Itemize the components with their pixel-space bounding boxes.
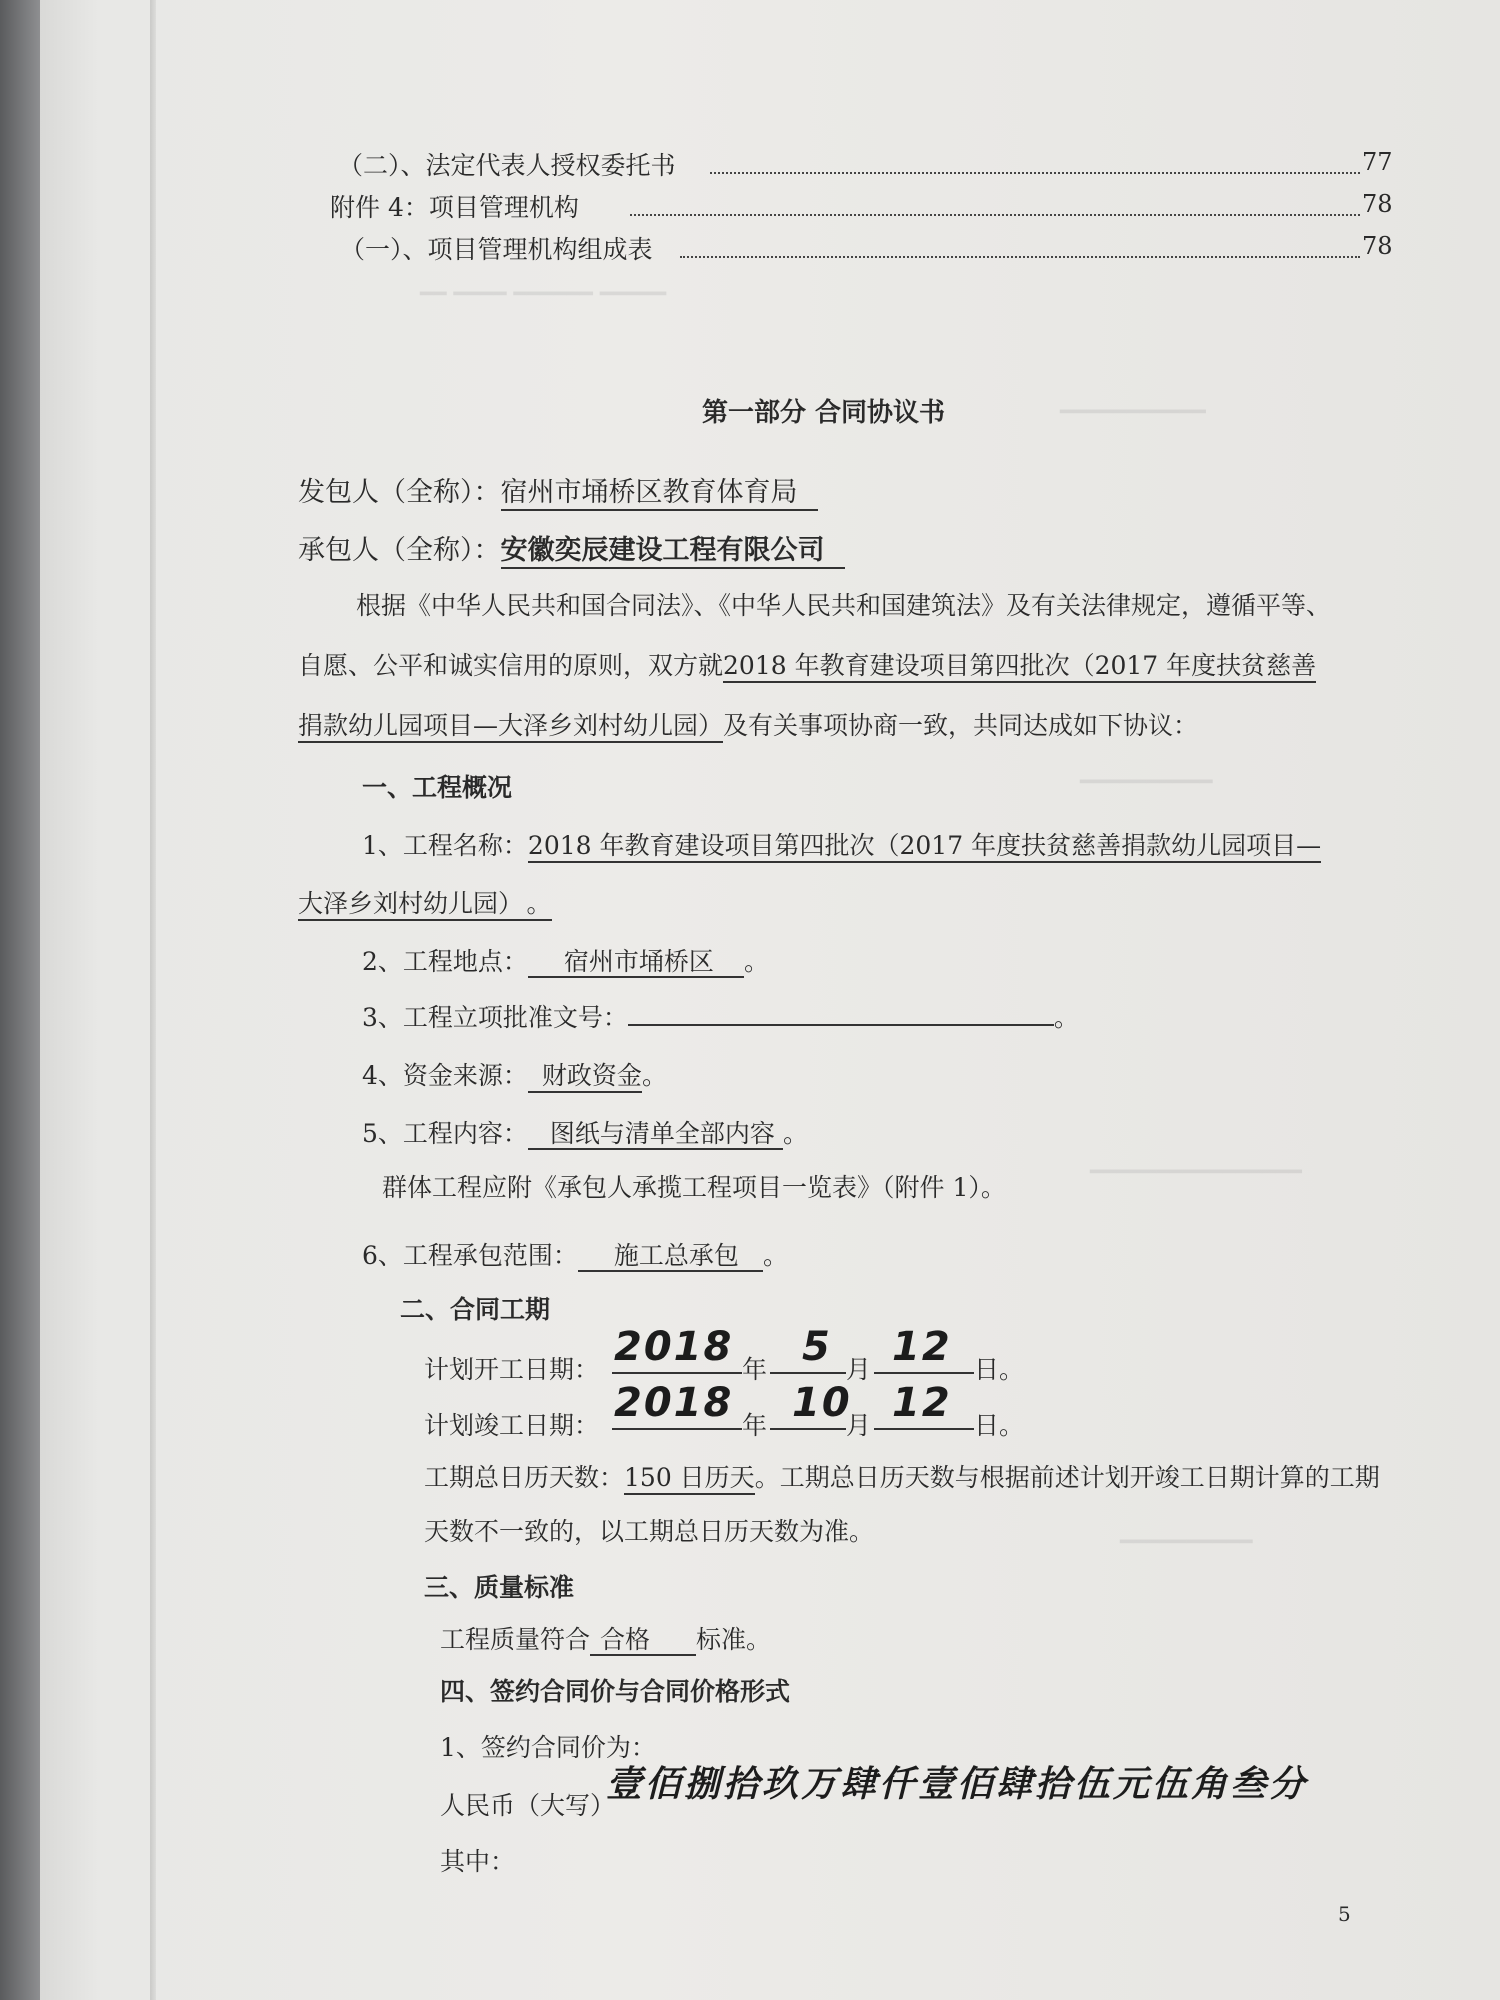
approval-number-line: 3、工程立项批准文号： 。 <box>362 998 1079 1034</box>
toc-page-number: 77 <box>1362 148 1393 176</box>
finish-year-handwritten: 2018 <box>614 1380 734 1426</box>
bleed-through-text: ━━━━━━━━━━━━━━━━ <box>1090 1160 1302 1185</box>
project-content-value: 图纸与清单全部内容 <box>528 1119 783 1150</box>
section-title: 第一部分 合同协议书 <box>702 398 946 428</box>
rmb-amount-handwritten: 壹佰捌拾玖万肆仟壹佰肆拾伍元伍角叁分 <box>606 1764 1309 1805</box>
contract-scope-value: 施工总承包 <box>578 1241 763 1272</box>
page-left-shadow <box>0 0 40 2000</box>
project-name-value: 大泽乡刘村幼儿园） <box>298 889 527 921</box>
day-unit: 日。 <box>974 1411 1025 1440</box>
preamble-line-1: 根据《中华人民共和国合同法》、《中华人民共和国建筑法》及有关法律规定，遵循平等、 <box>356 591 1332 620</box>
start-day-underline <box>874 1372 974 1374</box>
approval-number-blank <box>628 1000 1054 1026</box>
toc-label: （一）、项目管理机构组成表 <box>340 235 653 264</box>
project-name-line-2: 大泽乡刘村幼儿园） 。 <box>298 884 552 920</box>
bleed-through-text: ━━ ━━━━ ━━━━━━ ━━━━━ <box>420 282 667 307</box>
toc-page-number: 78 <box>1362 190 1393 218</box>
contract-scope-label: 6、工程承包范围： <box>362 1241 578 1270</box>
toc-label: （二）、法定代表人授权委托书 <box>338 151 676 180</box>
year-unit: 年 <box>742 1355 768 1384</box>
heading-quality-standard: 三、质量标准 <box>424 1573 575 1602</box>
toc-leader <box>710 172 1360 174</box>
finish-year-underline <box>612 1428 742 1430</box>
start-month-underline <box>770 1372 846 1374</box>
page-number: 5 <box>1338 1902 1351 1926</box>
contract-scope-line: 6、工程承包范围： 施工总承包 。 <box>362 1241 788 1270</box>
project-name-label: 1、工程名称： <box>362 831 528 860</box>
quality-line: 工程质量符合 合格 标准。 <box>440 1625 772 1654</box>
duration-line-2: 天数不一致的，以工期总日历天数为准。 <box>424 1517 875 1546</box>
project-content-label: 5、工程内容： <box>362 1119 528 1148</box>
employer-line <box>298 470 818 509</box>
duration-line-1: 工期总日历天数：150 日历天。工期总日历天数与根据前述计划开竣工日期计算的工期 <box>424 1458 1380 1494</box>
toc-leader <box>630 214 1360 216</box>
project-content-line: 5、工程内容： 图纸与清单全部内容 。 <box>362 1119 808 1148</box>
preamble-line-3: 捐款幼儿园项目—大泽乡刘村幼儿园）及有关事项协商一致，共同达成如下协议： <box>298 706 1198 742</box>
day-unit: 日。 <box>974 1355 1025 1384</box>
funding-source-value: 财政资金 <box>528 1061 642 1093</box>
start-month-handwritten: 5 <box>802 1324 832 1370</box>
contractor-line <box>298 528 845 567</box>
bleed-through-text: ━━━━━━━━━━ <box>1120 1530 1253 1555</box>
project-location-value: 宿州市埇桥区 <box>528 947 744 978</box>
month-unit: 月 <box>846 1411 872 1440</box>
bleed-through-text: ━━━━━━━━━━━ <box>1060 400 1206 425</box>
quality-value: 合格 <box>590 1625 696 1656</box>
project-name-underlined: 捐款幼儿园项目—大泽乡刘村幼儿园） <box>298 711 723 743</box>
start-year-handwritten: 2018 <box>614 1324 734 1370</box>
year-unit: 年 <box>742 1411 768 1440</box>
heading-contract-price: 四、签约合同价与合同价格形式 <box>440 1677 791 1706</box>
document-page <box>40 0 1500 2000</box>
contractor-name: 安徽奕辰建设工程有限公司 <box>501 535 845 569</box>
finish-day-underline <box>874 1428 974 1430</box>
contract-price-label: 1、签约合同价为： <box>440 1733 656 1762</box>
preamble-line-2: 自愿、公平和诚实信用的原则，双方就2018 年教育建设项目第四批次（2017 年度扶贫慈善 <box>298 646 1316 682</box>
rmb-label: 人民币（大写） <box>440 1791 616 1820</box>
month-unit: 月 <box>846 1355 872 1384</box>
project-name-line <box>362 826 1321 862</box>
finish-month-underline <box>770 1428 846 1430</box>
approval-number-label: 3、工程立项批准文号： <box>362 1003 628 1032</box>
project-name-underlined: 2018 年教育建设项目第四批次（2017 年度扶贫慈善 <box>723 651 1316 683</box>
finish-day-handwritten: 12 <box>892 1380 952 1426</box>
toc-entry <box>330 188 579 222</box>
project-name-value: 2018 年教育建设项目第四批次（2017 年度扶贫慈善捐款幼儿园项目— <box>528 831 1321 863</box>
contractor-label: 承包人（全称）： <box>298 535 501 566</box>
planned-finish-label: 计划竣工日期： <box>424 1411 600 1440</box>
project-location-label: 2、工程地点： <box>362 947 528 976</box>
bleed-through-text: ━━━━━━━━━━ <box>1080 770 1213 795</box>
employer-name: 宿州市埇桥区教育体育局 <box>501 477 818 511</box>
toc-page-number: 78 <box>1362 232 1393 260</box>
funding-source-line: 4、资金来源： 财政资金。 <box>362 1056 667 1092</box>
funding-source-label: 4、资金来源： <box>362 1061 528 1090</box>
start-year-underline <box>612 1372 742 1374</box>
employer-label: 发包人（全称）： <box>298 477 501 508</box>
among-label: 其中： <box>440 1847 516 1876</box>
heading-project-overview: 一、工程概况 <box>362 773 513 802</box>
binding-edge <box>150 0 156 2000</box>
finish-month-handwritten: 10 <box>792 1380 852 1426</box>
duration-value: 150 日历天 <box>624 1463 755 1495</box>
project-location-line: 2、工程地点： 宿州市埇桥区 。 <box>362 947 769 976</box>
toc-entry <box>340 230 653 264</box>
toc-leader <box>680 256 1360 258</box>
toc-entry <box>338 146 676 180</box>
toc-label: 附件 4：项目管理机构 <box>330 193 579 222</box>
group-project-note: 群体工程应附《承包人承揽工程项目一览表》（附件 1）。 <box>382 1173 1006 1202</box>
start-day-handwritten: 12 <box>892 1324 952 1370</box>
planned-start-label: 计划开工日期： <box>424 1355 600 1384</box>
heading-contract-period: 二、合同工期 <box>400 1295 551 1324</box>
